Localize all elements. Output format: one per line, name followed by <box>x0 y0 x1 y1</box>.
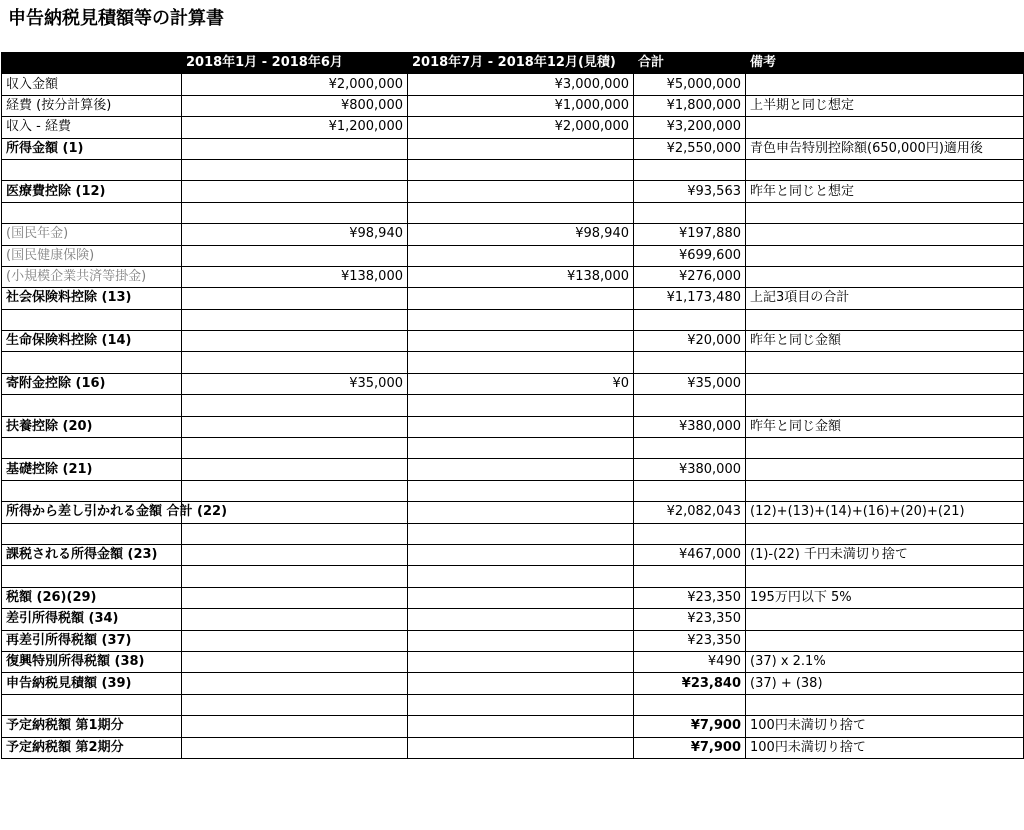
cell-second-half[interactable] <box>408 651 634 672</box>
cell-note[interactable] <box>746 245 1024 266</box>
header-notes[interactable]: 備考 <box>746 53 1024 74</box>
cell-first-half[interactable] <box>182 609 408 630</box>
header-total[interactable]: 合計 <box>634 53 746 74</box>
table-row <box>2 138 1024 159</box>
cell-second-half[interactable]: ¥0 <box>408 373 634 394</box>
cell-first-half[interactable] <box>182 587 408 608</box>
table-row <box>2 159 1024 180</box>
cell-total[interactable]: ¥3,200,000 <box>634 117 746 138</box>
table-row <box>2 117 1024 138</box>
cell-total[interactable]: ¥7,900 <box>634 737 746 758</box>
row-label[interactable]: 社会保険料控除 (13) <box>2 288 182 309</box>
cell-note[interactable] <box>746 609 1024 630</box>
row-label[interactable]: (国民健康保険) <box>2 245 182 266</box>
cell-second-half[interactable] <box>408 309 634 330</box>
cell-total[interactable]: ¥23,350 <box>634 609 746 630</box>
cell-second-half[interactable] <box>408 480 634 501</box>
cell-note[interactable] <box>746 480 1024 501</box>
row-label[interactable]: 申告納税見積額 (39) <box>2 673 182 694</box>
cell-note[interactable] <box>746 395 1024 416</box>
cell-first-half[interactable]: ¥35,000 <box>182 373 408 394</box>
cell-first-half[interactable] <box>182 630 408 651</box>
row-label[interactable]: (国民年金) <box>2 224 182 245</box>
cell-total[interactable]: ¥380,000 <box>634 416 746 437</box>
header-row <box>2 53 1024 74</box>
table-row <box>2 395 1024 416</box>
row-label[interactable] <box>2 202 182 223</box>
cell-total[interactable] <box>634 438 746 459</box>
cell-note[interactable] <box>746 309 1024 330</box>
cell-total[interactable] <box>634 523 746 544</box>
cell-note[interactable] <box>746 117 1024 138</box>
cell-second-half[interactable] <box>408 694 634 715</box>
cell-first-half[interactable] <box>182 651 408 672</box>
cell-total[interactable] <box>634 202 746 223</box>
cell-note[interactable] <box>746 352 1024 373</box>
cell-note[interactable] <box>746 74 1024 95</box>
cell-second-half[interactable] <box>408 352 634 373</box>
row-label[interactable] <box>2 566 182 587</box>
cell-note[interactable] <box>746 224 1024 245</box>
cell-note[interactable] <box>746 459 1024 480</box>
table-row <box>2 609 1024 630</box>
cell-note[interactable]: 100円未満切り捨て <box>746 737 1024 758</box>
table-row <box>2 288 1024 309</box>
cell-first-half[interactable] <box>182 716 408 737</box>
cell-first-half[interactable]: ¥1,200,000 <box>182 117 408 138</box>
cell-second-half[interactable]: ¥138,000 <box>408 266 634 287</box>
table-row <box>2 523 1024 544</box>
table-row <box>2 74 1024 95</box>
cell-first-half[interactable] <box>182 523 408 544</box>
cell-note[interactable]: 上半期と同じ想定 <box>746 95 1024 116</box>
row-label[interactable] <box>2 309 182 330</box>
cell-second-half[interactable] <box>408 331 634 352</box>
row-label[interactable]: 収入金額 <box>2 74 182 95</box>
cell-total[interactable]: ¥2,082,043 <box>634 502 746 523</box>
cell-note[interactable]: (1)-(22) 千円未満切り捨て <box>746 544 1024 565</box>
cell-note[interactable]: 100円未満切り捨て <box>746 716 1024 737</box>
cell-total[interactable]: ¥380,000 <box>634 459 746 480</box>
cell-second-half[interactable] <box>408 544 634 565</box>
cell-note[interactable] <box>746 566 1024 587</box>
cell-note[interactable]: 195万円以下 5% <box>746 587 1024 608</box>
cell-note[interactable]: (37) + (38) <box>746 673 1024 694</box>
table-row <box>2 416 1024 437</box>
cell-first-half[interactable] <box>182 288 408 309</box>
cell-second-half[interactable] <box>408 630 634 651</box>
table-row <box>2 651 1024 672</box>
row-label[interactable]: 予定納税額 第1期分 <box>2 716 182 737</box>
cell-second-half[interactable] <box>408 459 634 480</box>
cell-total[interactable]: ¥23,350 <box>634 587 746 608</box>
cell-first-half[interactable] <box>182 480 408 501</box>
cell-note[interactable]: 昨年と同じ金額 <box>746 416 1024 437</box>
cell-second-half[interactable] <box>408 566 634 587</box>
row-label[interactable]: 再差引所得税額 (37) <box>2 630 182 651</box>
cell-second-half[interactable] <box>408 138 634 159</box>
cell-total[interactable] <box>634 566 746 587</box>
table-row <box>2 737 1024 758</box>
row-label[interactable]: 差引所得税額 (34) <box>2 609 182 630</box>
cell-first-half[interactable]: ¥98,940 <box>182 224 408 245</box>
cell-note[interactable] <box>746 630 1024 651</box>
cell-note[interactable]: 昨年と同じと想定 <box>746 181 1024 202</box>
cell-note[interactable]: 上記3項目の合計 <box>746 288 1024 309</box>
table-row <box>2 502 1024 523</box>
cell-first-half[interactable] <box>182 673 408 694</box>
row-label[interactable] <box>2 352 182 373</box>
cell-first-half[interactable] <box>182 395 408 416</box>
row-label[interactable] <box>2 438 182 459</box>
row-label[interactable]: 寄附金控除 (16) <box>2 373 182 394</box>
row-label[interactable]: 基礎控除 (21) <box>2 459 182 480</box>
cell-note[interactable]: 昨年と同じ金額 <box>746 331 1024 352</box>
cell-total[interactable]: ¥1,173,480 <box>634 288 746 309</box>
cell-first-half[interactable] <box>182 694 408 715</box>
cell-second-half[interactable] <box>408 609 634 630</box>
cell-first-half[interactable] <box>182 737 408 758</box>
row-label[interactable]: 生命保険料控除 (14) <box>2 331 182 352</box>
cell-total[interactable]: ¥490 <box>634 651 746 672</box>
cell-total[interactable] <box>634 159 746 180</box>
cell-total[interactable]: ¥5,000,000 <box>634 74 746 95</box>
row-label[interactable]: 復興特別所得税額 (38) <box>2 651 182 672</box>
row-label[interactable] <box>2 159 182 180</box>
cell-first-half[interactable] <box>182 459 408 480</box>
cell-note[interactable]: (12)+(13)+(14)+(16)+(20)+(21) <box>746 502 1024 523</box>
cell-note[interactable] <box>746 159 1024 180</box>
cell-second-half[interactable]: ¥98,940 <box>408 224 634 245</box>
cell-second-half[interactable] <box>408 181 634 202</box>
cell-total[interactable] <box>634 352 746 373</box>
cell-second-half[interactable]: ¥2,000,000 <box>408 117 634 138</box>
row-label[interactable]: 所得から差し引かれる金額 合計 (22) <box>2 502 182 523</box>
table-row <box>2 673 1024 694</box>
cell-second-half[interactable] <box>408 245 634 266</box>
cell-second-half[interactable]: ¥1,000,000 <box>408 95 634 116</box>
table-row <box>2 566 1024 587</box>
cell-first-half[interactable] <box>182 352 408 373</box>
row-label[interactable]: 所得金額 (1) <box>2 138 182 159</box>
cell-note[interactable] <box>746 694 1024 715</box>
table-row <box>2 630 1024 651</box>
cell-first-half[interactable]: ¥2,000,000 <box>182 74 408 95</box>
cell-total[interactable]: ¥1,800,000 <box>634 95 746 116</box>
row-label[interactable]: 収入 - 経費 <box>2 117 182 138</box>
row-label[interactable]: 課税される所得金額 (23) <box>2 544 182 565</box>
cell-second-half[interactable] <box>408 737 634 758</box>
cell-total[interactable]: ¥197,880 <box>634 224 746 245</box>
row-label[interactable] <box>2 523 182 544</box>
cell-second-half[interactable] <box>408 587 634 608</box>
cell-first-half[interactable] <box>182 544 408 565</box>
cell-total[interactable]: ¥20,000 <box>634 331 746 352</box>
table-row <box>2 95 1024 116</box>
cell-first-half[interactable] <box>182 138 408 159</box>
cell-total[interactable]: ¥699,600 <box>634 245 746 266</box>
cell-total[interactable] <box>634 395 746 416</box>
table-row <box>2 181 1024 202</box>
cell-first-half[interactable] <box>182 159 408 180</box>
header-item[interactable] <box>2 53 182 74</box>
cell-total[interactable] <box>634 694 746 715</box>
cell-total[interactable]: ¥35,000 <box>634 373 746 394</box>
header-second-half[interactable]: 2018年7月 - 2018年12月(見積) <box>408 53 634 74</box>
cell-first-half[interactable] <box>182 245 408 266</box>
cell-note[interactable] <box>746 523 1024 544</box>
cell-second-half[interactable] <box>408 716 634 737</box>
cell-total[interactable] <box>634 309 746 330</box>
table-row <box>2 352 1024 373</box>
cell-total[interactable]: ¥7,900 <box>634 716 746 737</box>
table-row <box>2 331 1024 352</box>
cell-note[interactable] <box>746 438 1024 459</box>
cell-first-half[interactable]: ¥800,000 <box>182 95 408 116</box>
cell-total[interactable]: ¥93,563 <box>634 181 746 202</box>
cell-note[interactable]: (37) x 2.1% <box>746 651 1024 672</box>
cell-second-half[interactable] <box>408 202 634 223</box>
row-label[interactable]: 税額 (26)(29) <box>2 587 182 608</box>
table-row <box>2 480 1024 501</box>
cell-note[interactable] <box>746 266 1024 287</box>
cell-note[interactable]: 青色申告特別控除額(650,000円)適用後 <box>746 138 1024 159</box>
cell-total[interactable]: ¥2,550,000 <box>634 138 746 159</box>
table-row <box>2 245 1024 266</box>
row-label[interactable]: (小規模企業共済等掛金) <box>2 266 182 287</box>
row-label[interactable]: 経費 (按分計算後) <box>2 95 182 116</box>
header-first-half[interactable]: 2018年1月 - 2018年6月 <box>182 53 408 74</box>
cell-first-half[interactable] <box>182 309 408 330</box>
cell-first-half[interactable] <box>182 202 408 223</box>
table-row <box>2 373 1024 394</box>
cell-note[interactable] <box>746 373 1024 394</box>
cell-first-half[interactable] <box>182 331 408 352</box>
cell-total[interactable] <box>634 480 746 501</box>
cell-first-half[interactable] <box>182 181 408 202</box>
cell-second-half[interactable] <box>408 416 634 437</box>
cell-total[interactable]: ¥467,000 <box>634 544 746 565</box>
cell-first-half[interactable]: ¥138,000 <box>182 266 408 287</box>
cell-second-half[interactable] <box>408 395 634 416</box>
cell-first-half[interactable] <box>182 566 408 587</box>
table-row <box>2 309 1024 330</box>
row-label[interactable] <box>2 480 182 501</box>
cell-total[interactable]: ¥23,840 <box>634 673 746 694</box>
table-row <box>2 438 1024 459</box>
table-row <box>2 544 1024 565</box>
row-label[interactable]: 扶養控除 (20) <box>2 416 182 437</box>
table-row <box>2 694 1024 715</box>
table-row <box>2 224 1024 245</box>
cell-second-half[interactable] <box>408 159 634 180</box>
page-title: 申告納税見積額等の計算書 <box>8 8 224 29</box>
cell-note[interactable] <box>746 202 1024 223</box>
cell-second-half[interactable] <box>408 673 634 694</box>
cell-second-half[interactable] <box>408 288 634 309</box>
cell-first-half[interactable] <box>182 438 408 459</box>
cell-second-half[interactable] <box>408 438 634 459</box>
table-row <box>2 459 1024 480</box>
cell-total[interactable]: ¥276,000 <box>634 266 746 287</box>
row-label[interactable] <box>2 395 182 416</box>
cell-first-half[interactable] <box>182 416 408 437</box>
table-row <box>2 266 1024 287</box>
cell-total[interactable]: ¥23,350 <box>634 630 746 651</box>
tax-estimate-table <box>1 52 1024 759</box>
cell-second-half[interactable]: ¥3,000,000 <box>408 74 634 95</box>
row-label[interactable] <box>2 694 182 715</box>
table-row <box>2 716 1024 737</box>
row-label[interactable]: 医療費控除 (12) <box>2 181 182 202</box>
cell-second-half[interactable] <box>408 502 634 523</box>
cell-second-half[interactable] <box>408 523 634 544</box>
row-label[interactable]: 予定納税額 第2期分 <box>2 737 182 758</box>
table-row <box>2 587 1024 608</box>
table-row <box>2 202 1024 223</box>
